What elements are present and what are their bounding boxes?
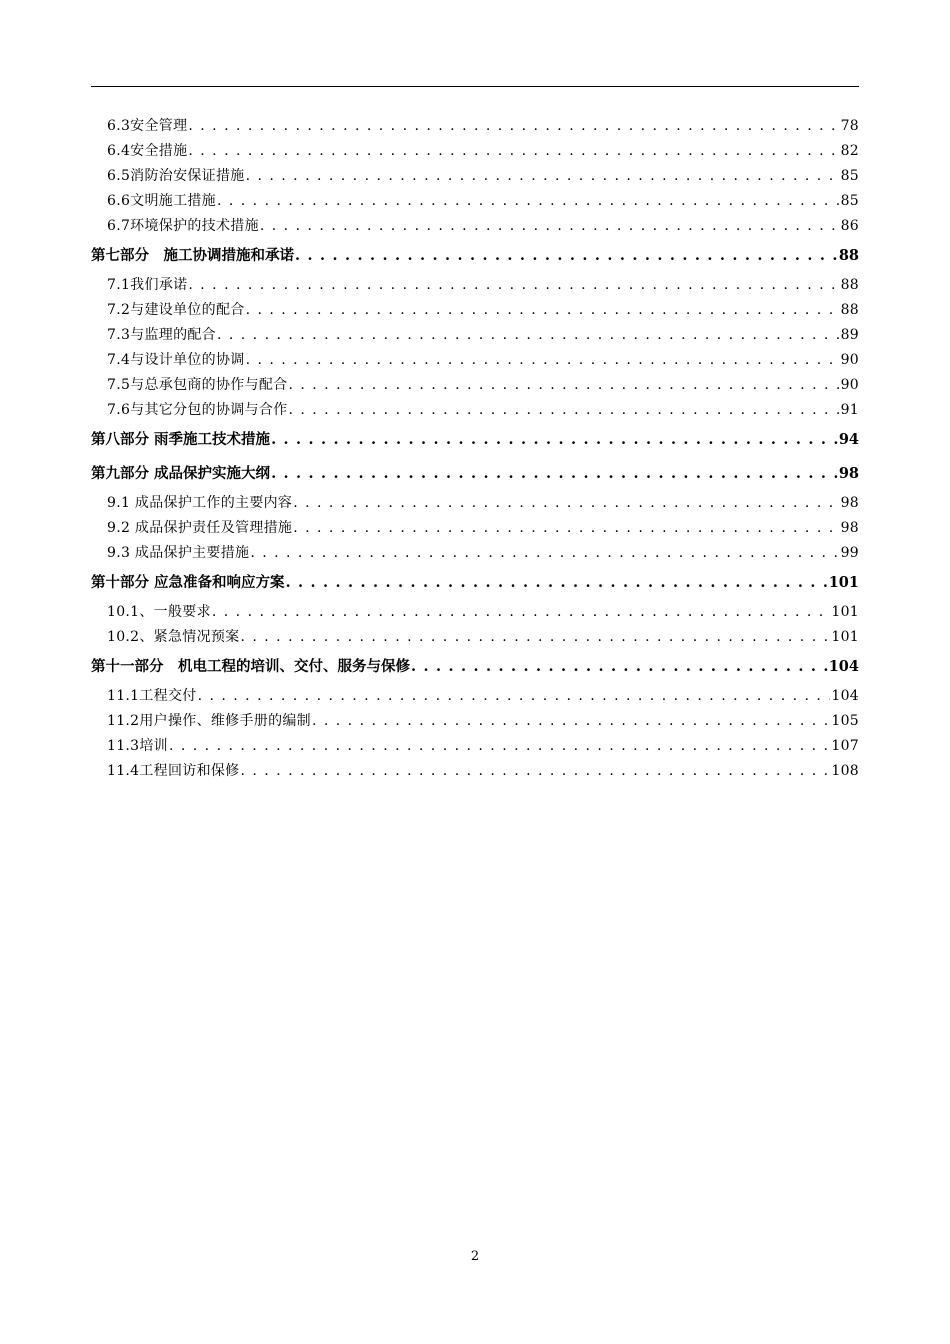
toc-dot-leader [246,298,840,323]
toc-entry-title: 11.1工程交付 [107,688,197,704]
toc-dot-leader [250,541,839,566]
toc-entry-page: 108 [831,763,859,779]
toc-entry-title: 7.3与监理的配合 [107,327,216,343]
toc-section-entry[interactable] [91,298,859,323]
toc-entry-page: 88 [840,277,859,293]
toc-entry-page: 88 [838,247,859,264]
toc-entry-page: 85 [840,168,859,184]
header-rule [91,86,859,87]
toc-section-entry[interactable] [91,114,859,139]
toc-dot-leader [240,625,830,650]
toc-section-entry[interactable] [91,541,859,566]
toc-entry-page: 98 [840,495,859,511]
toc-entry-page: 98 [838,465,859,482]
toc-section-entry[interactable] [91,516,859,541]
toc-entry-page: 78 [840,118,859,134]
toc-dot-leader [212,600,831,625]
toc-dot-leader [288,373,839,398]
toc-entry-title: 10.2、紧急情况预案 [107,629,240,645]
toc-entry-page: 90 [840,352,859,368]
toc-section-entry[interactable] [91,684,859,709]
toc-dot-leader [286,566,828,600]
toc-entry-title: 7.5与总承包商的协作与配合 [107,377,288,393]
toc-entry-page: 105 [831,713,859,729]
page-number: 2 [470,1249,480,1264]
toc-entry-title: 第十一部分 机电工程的培训、交付、服务与保修 [91,658,410,675]
toc-dot-leader [246,164,840,189]
toc-section-entry[interactable] [91,189,859,214]
toc-entry-page: 99 [840,545,859,561]
toc-section-entry[interactable] [91,709,859,734]
toc-entry-page: 101 [831,604,859,620]
toc-entry-page: 91 [840,402,859,418]
toc-entry-title: 9.2 成品保护责任及管理措施 [107,520,293,536]
toc-entry-title: 7.6与其它分包的协调与合作 [107,402,288,418]
toc-entry-page: 107 [831,738,859,754]
toc-entry-title: 7.2与建设单位的配合 [107,302,245,318]
toc-part-entry[interactable] [91,457,859,491]
toc-entry-title: 7.4与设计单位的协调 [107,352,245,368]
toc-section-entry[interactable] [91,139,859,164]
toc-entry-page: 104 [831,688,859,704]
toc-dot-leader [271,423,838,457]
toc-dot-leader [240,759,830,784]
toc-dot-leader [293,491,839,516]
toc-entry-title: 第八部分 雨季施工技术措施 [91,431,271,448]
toc-section-entry[interactable] [91,734,859,759]
toc-dot-leader [198,684,831,709]
toc-dot-leader [169,734,830,759]
toc-entry-page: 94 [838,431,859,448]
toc-section-entry[interactable] [91,323,859,348]
toc-section-entry[interactable] [91,164,859,189]
toc-entry-page: 98 [840,520,859,536]
toc-dot-leader [217,323,840,348]
toc-part-entry[interactable] [91,566,859,600]
toc-section-entry[interactable] [91,273,859,298]
toc-dot-leader [312,709,830,734]
toc-section-entry[interactable] [91,491,859,516]
toc-part-entry[interactable] [91,423,859,457]
toc-entry-title: 9.1 成品保护工作的主要内容 [107,495,293,511]
toc-dot-leader [293,516,839,541]
toc-entry-title: 6.4安全措施 [107,143,188,159]
toc-entry-title: 6.3安全管理 [107,118,188,134]
toc-entry-title: 第九部分 成品保护实施大纲 [91,465,271,482]
toc-entry-page: 90 [840,377,859,393]
toc-dot-leader [260,214,840,239]
toc-entry-title: 6.5消防治安保证措施 [107,168,245,184]
toc-entry-title: 第七部分 施工协调措施和承诺 [91,247,294,264]
toc-section-entry[interactable] [91,600,859,625]
toc-entry-title: 11.2用户操作、维修手册的编制 [107,713,311,729]
toc-part-entry[interactable] [91,239,859,273]
toc-dot-leader [217,189,840,214]
toc-dot-leader [271,457,838,491]
toc-dot-leader [295,239,838,273]
toc-dot-leader [246,348,840,373]
toc-section-entry[interactable] [91,398,859,423]
toc-entry-page: 88 [840,302,859,318]
toc-dot-leader [188,273,839,298]
toc-entry-title: 10.1、一般要求 [107,604,211,620]
toc-part-entry[interactable] [91,650,859,684]
toc-dot-leader [188,139,839,164]
toc-entry-title: 第十部分 应急准备和响应方案 [91,574,285,591]
toc-dot-leader [188,114,839,139]
toc-entry-page: 89 [840,327,859,343]
toc-entry-page: 85 [840,193,859,209]
toc-section-entry[interactable] [91,348,859,373]
toc-entry-title: 6.6文明施工措施 [107,193,216,209]
toc-entry-page: 86 [840,218,859,234]
toc-dot-leader [288,398,839,423]
toc-entry-page: 101 [828,574,859,591]
toc-dot-leader [411,650,828,684]
toc-section-entry[interactable] [91,214,859,239]
toc-entry-title: 9.3 成品保护主要措施 [107,545,250,561]
toc-entry-title: 6.7环境保护的技术措施 [107,218,259,234]
toc-section-entry[interactable] [91,759,859,784]
toc-entry-page: 104 [828,658,859,675]
toc-entry-title: 7.1我们承诺 [107,277,188,293]
toc-entry-page: 101 [831,629,859,645]
table-of-contents [91,114,859,784]
toc-section-entry[interactable] [91,373,859,398]
toc-entry-title: 11.4工程回访和保修 [107,763,240,779]
toc-section-entry[interactable] [91,625,859,650]
toc-entry-page: 82 [840,143,859,159]
toc-entry-title: 11.3培训 [107,738,168,754]
